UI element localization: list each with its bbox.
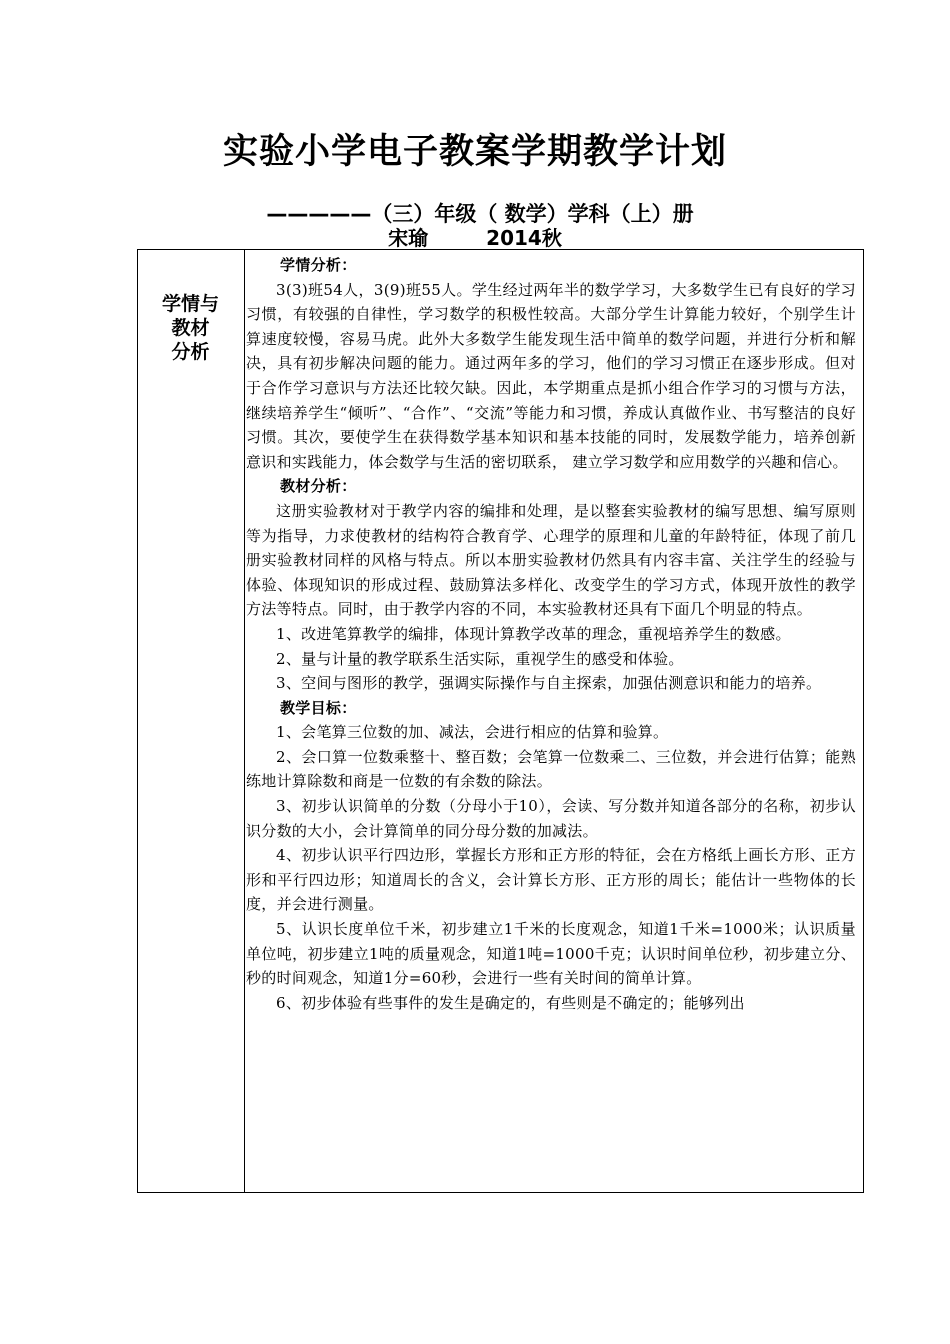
category-label-line: 学情与 (161, 293, 219, 315)
plan-table (137, 249, 864, 1193)
section-heading: 教材分析： (280, 477, 357, 496)
section-heading: 教学目标： (280, 698, 357, 717)
paragraph: 2、会口算一位数乘整十、整百数；会笔算一位数乘二、三位数，并会进行估算；能熟练地计算除数和商是一位数的有余数的除法。 (246, 747, 856, 791)
category-label-line: 教材 (171, 317, 210, 339)
paragraph: 3、初步认识简单的分数（分母小于10），会读、写分数并知道各部分的名称，初步认识分数的大小，会计算简单的同分母分数的加减法。 (246, 797, 856, 840)
content-cell (246, 253, 856, 1015)
paragraph: 4、初步认识平行四边形，掌握长方形和正方形的特征，会在方格纸上画长方形、正方形和平行四边形；知道周长的含义，会计算长方形、正方形的周长；能估计一些物体的长度，并会进行测量。 (246, 846, 856, 914)
paragraph: 这册实验教材对于教学内容的编排和处理，是以整套实验教材的编写思想、编写原则等为指导，力求使教材的结构符合教育学、心理学的原理和儿童的年龄特征，体现了前几册实验教材同样的风格与特点。所以本册实验教材仍然具有内容丰富、关注学生的经验与体验、体现知识的形成过程、鼓励算法多样化、改变学生的学习方式，体现开放性的教学方法等特点。同时，由于教学内容的不同，本实验教材还具有下面几个明显的特点。 (246, 501, 856, 619)
paragraph: 2、量与计量的教学联系生活实际，重视学生的感受和体验。 (276, 649, 684, 668)
category-label (138, 292, 243, 364)
paragraph: 5、认识长度单位千米，初步建立1千米的长度观念，知道1千米=1000米；认识质量单位吨，初步建立1吨的质量观念，知道1吨=1000千克；认识时间单位秒，初步建立分、秒的时间观念，知道1分=60秒，会进行一些有关时间的简单计算。 (246, 920, 856, 988)
author-line (0, 225, 950, 251)
paragraph: 1、改进笔算教学的编排，体现计算教学改革的理念，重视培养学生的数感。 (276, 624, 791, 643)
paragraph: 1、会笔算三位数的加、减法，会进行相应的估算和验算。 (276, 723, 669, 742)
paragraph: 6、初步体验有些事件的发生是确定的，有些则是不确定的；能够列出 (276, 993, 745, 1012)
category-cell (138, 250, 245, 1192)
term-label: 2014秋 (486, 226, 562, 250)
page-title: 实验小学电子教案学期教学计划 (222, 132, 727, 172)
author-name: 宋瑜 (388, 226, 429, 250)
category-label-line: 分析 (171, 341, 210, 363)
paragraph: 3、空间与图形的教学，强调实际操作与自主探索，加强估测意识和能力的培养。 (276, 674, 822, 693)
document-subtitle: —————（三）年级（ 数学）学科（上）册 (266, 202, 694, 226)
section-heading: 学情分析： (280, 256, 357, 274)
paragraph: 3(3)班54人，3(9)班55人。学生经过两年半的数学学习，大多数学生已有良好的学习习惯，有较强的自律性，学习数学的积极性较高。大部分学生计算能力较好，个别学生计算速度较慢，容易马虎。此外大多数学生能发现生活中简单的数学问题，并进行分析和解决，具有初步解决问题的能力。通过两年多的学习，他们的学习习惯正在逐步形成。但对于合作学习意识与方法还比较欠缺。因此，本学期重点是抓小组合作学习的习惯与方法，继续培养学生“倾听”、“合作”、“交流”等能力和习惯，养成认真做作业、书写整洁的良好习惯。其次，要使学生在获得数学基本知识和基本技能的同时，发展数学能力，培养创新意识和实践能力，体会数学与生活的密切联系， 建立学习数学和应用数学的兴趣和信心。 (246, 280, 856, 471)
